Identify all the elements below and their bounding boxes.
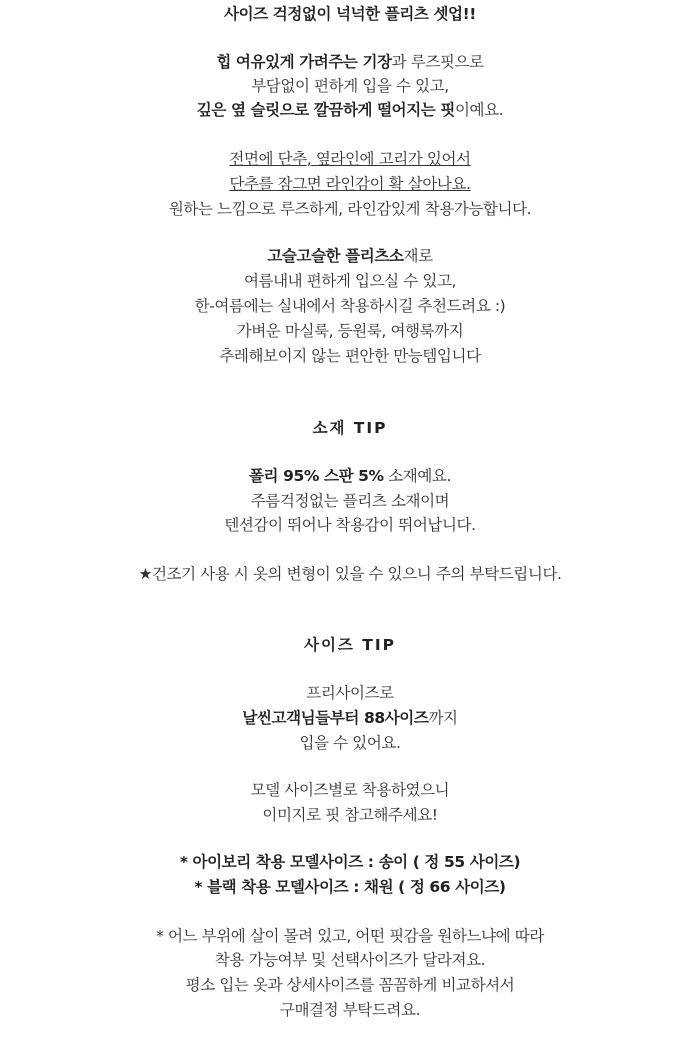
intro-p2-line2-text: 단추를 잠그면 라인감이 확 살아나요. — [229, 175, 471, 193]
intro-p2-line3: 원하는 느낌으로 루즈하게, 라인감있게 착용가능합니다. — [168, 200, 532, 218]
material-line1-rest: 소재예요. — [383, 467, 452, 485]
intro-p3-line2: 여름내내 편하게 입으실 수 있고, — [243, 272, 457, 290]
intro-p1-line1-rest: 과 루즈핏으로 — [391, 53, 484, 71]
dryer-warning: ★건조기 사용 시 옷의 변형이 있을 수 있으니 주의 부탁드립니다. — [138, 565, 562, 583]
intro-p2-line1 — [0, 147, 700, 171]
size-line2 — [0, 706, 700, 730]
size-note-line3: 평소 입는 옷과 상세사이즈를 꼼꼼하게 비교하셔서 — [185, 976, 515, 994]
size-tip-heading: 사이즈 TIP — [303, 636, 397, 654]
intro-p1-line1-bold: 힙 여유있게 가려주는 기장 — [216, 53, 392, 71]
size-line4: 모델 사이즈별로 착용하였으니 — [250, 781, 450, 799]
intro-p2-line1-text: 전면에 단추, 옆라인에 고리가 있어서 — [229, 150, 471, 168]
material-line2: 주름걱정없는 플리츠 소재이며 — [250, 492, 450, 510]
material-line1 — [0, 464, 700, 488]
material-line3: 텐션감이 뛰어나 착용감이 뛰어납니다. — [224, 516, 476, 534]
material-line1-bold: 폴리 95% 스판 5% — [248, 467, 384, 485]
intro-p3-line1-bold: 고슬고슬한 플리츠소 — [267, 247, 404, 265]
model-size-ivory: * 아이보리 착용 모델사이즈 : 송이 ( 정 55 사이즈) — [179, 853, 521, 871]
size-note-line1: * 어느 부위에 살이 몰려 있고, 어떤 핏감을 원하느냐에 따라 — [156, 927, 544, 945]
model-size-black: * 블랙 착용 모델사이즈 : 채원 ( 정 66 사이즈) — [194, 878, 506, 896]
intro-p1-line2: 부담없이 편하게 입을 수 있고, — [251, 77, 449, 95]
size-line2-rest: 까지 — [428, 709, 458, 727]
size-line5: 이미지로 핏 참고해주세요! — [262, 806, 438, 824]
size-note-line2: 착용 가능여부 및 선택사이즈가 달라져요. — [214, 951, 486, 969]
intro-p1-line1 — [0, 50, 700, 74]
size-line1: 프리사이즈로 — [306, 684, 394, 702]
product-title: 사이즈 걱정없이 넉넉한 플리츠 셋업!! — [224, 5, 476, 23]
intro-p3-line3: 한-여름에는 실내에서 착용하시길 추천드려요 :) — [194, 297, 506, 315]
size-line3: 입을 수 있어요. — [299, 734, 401, 752]
size-note-line4: 구매결정 부탁드려요. — [279, 1001, 421, 1019]
intro-p1-line3 — [0, 98, 700, 122]
intro-p3-line4: 가벼운 마실룩, 등원룩, 여행룩까지 — [236, 322, 464, 340]
intro-p2-line2 — [0, 172, 700, 196]
material-tip-heading: 소재 TIP — [312, 419, 388, 437]
intro-p1-line3-rest: 이예요. — [454, 101, 504, 119]
intro-p3-line1 — [0, 244, 700, 268]
size-line2-bold: 날씬고객님들부터 88사이즈 — [242, 709, 429, 727]
intro-p3-line1-rest: 재로 — [403, 247, 433, 265]
intro-p3-line5: 추레해보이지 않는 편안한 만능템입니다 — [219, 347, 481, 365]
intro-p1-line3-bold: 깊은 옆 슬릿으로 깔끔하게 떨어지는 핏 — [196, 101, 455, 119]
